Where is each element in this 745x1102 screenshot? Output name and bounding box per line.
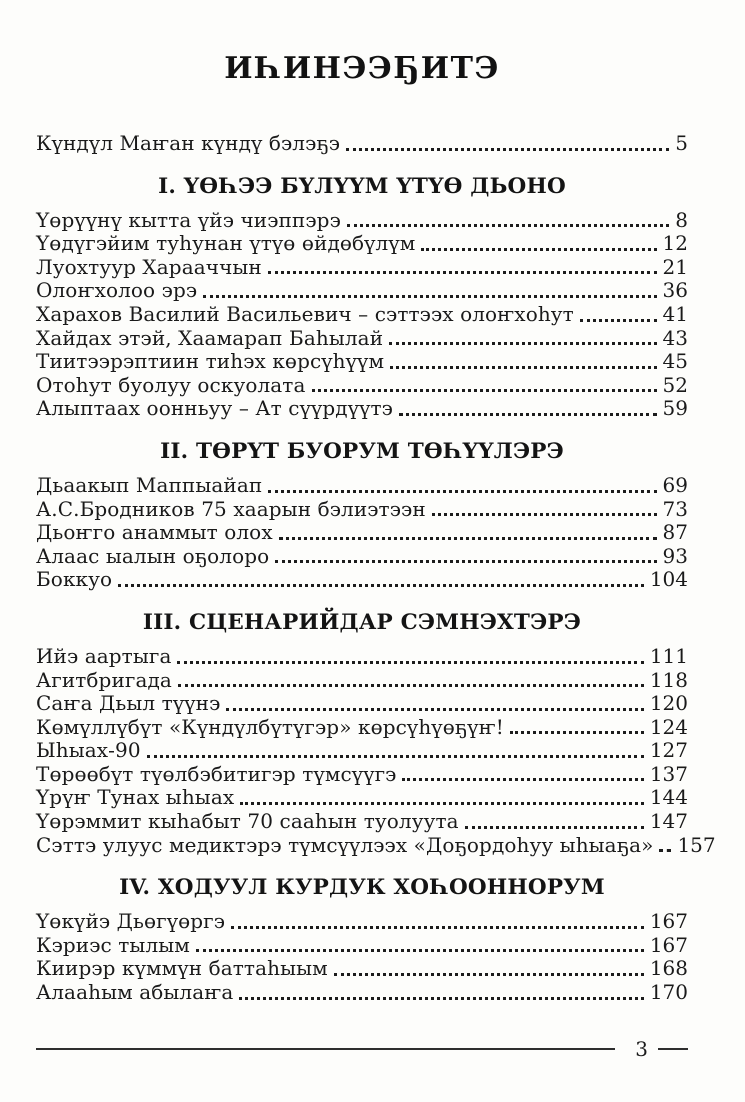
entry-title: Хайдах этэй, Хаамарап Баһылай bbox=[36, 325, 384, 350]
toc-entry bbox=[36, 521, 688, 545]
section-heading-4: IV. ХОДУУЛ КУРДУК ХОҺООННОРУМ bbox=[119, 875, 605, 901]
entry-page-number: 104 bbox=[649, 567, 688, 592]
section-heading-3: III. СЦЕНАРИЙДАР СЭМНЭХТЭРЭ bbox=[142, 609, 582, 635]
entry-title: Үөрүүнү кытта үйэ чиэппэрэ bbox=[36, 207, 341, 232]
entry-page-number: 118 bbox=[649, 667, 688, 692]
entry-page-number: 127 bbox=[649, 738, 688, 763]
toc-entry bbox=[36, 397, 688, 421]
toc-entry bbox=[36, 739, 688, 763]
entry-title: Дьоҥго анаммыт олох bbox=[36, 520, 273, 545]
toc-entry bbox=[36, 498, 688, 522]
entry-page-number: 59 bbox=[662, 396, 688, 421]
entry-title: Үөкүйэ Дьөгүөргэ bbox=[36, 909, 226, 934]
entry-page-number: 45 bbox=[662, 349, 688, 374]
entry-title: Луохтуур Харааччын bbox=[36, 254, 262, 279]
dot-leader bbox=[147, 755, 644, 758]
entry-title: Алаас ыалын оҕолоро bbox=[36, 543, 270, 568]
toc-entry bbox=[36, 763, 688, 787]
dot-leader bbox=[389, 342, 656, 345]
entry-title: Сэттэ улуус медиктэрэ түмсүүлээх «Доҕордоһуу ыһыаҕа» bbox=[36, 832, 654, 857]
entry-title: Агитбригада bbox=[36, 667, 172, 692]
entry-page-number: 43 bbox=[662, 325, 688, 350]
entry-title: Алааһым абылаҥа bbox=[36, 980, 234, 1005]
entry-page-number: 157 bbox=[677, 832, 716, 857]
entry-page-number: 69 bbox=[662, 472, 688, 497]
entry-page-number: 111 bbox=[649, 643, 688, 668]
dot-leader bbox=[279, 537, 657, 540]
entry-page-number: 137 bbox=[649, 761, 688, 786]
toc-entry bbox=[36, 209, 688, 233]
toc-entry bbox=[36, 716, 688, 740]
toc-entry bbox=[36, 786, 688, 810]
toc-entry bbox=[36, 645, 688, 669]
dot-leader bbox=[334, 973, 644, 976]
entry-page-number: 120 bbox=[649, 691, 688, 716]
entry-page-number: 167 bbox=[649, 932, 688, 957]
entry-title: А.С.Бродников 75 хаарын бэлиэтээн bbox=[36, 496, 426, 521]
entry-title: Үрүҥ Тунах ыһыах bbox=[36, 785, 235, 810]
entry-title: Боккуо bbox=[36, 567, 113, 592]
dot-leader bbox=[346, 148, 669, 151]
dot-leader bbox=[239, 997, 643, 1000]
dot-leader bbox=[659, 849, 671, 852]
toc-entry bbox=[36, 692, 688, 716]
entry-page-number: 93 bbox=[662, 543, 688, 568]
toc-entry bbox=[36, 279, 688, 303]
entry-page-number: 170 bbox=[649, 980, 688, 1005]
entry-page-number: 36 bbox=[662, 278, 688, 303]
dot-leader bbox=[196, 949, 644, 952]
entry-page-number: 12 bbox=[662, 231, 688, 256]
entry-page-number: 5 bbox=[675, 131, 688, 155]
dot-leader bbox=[118, 584, 644, 587]
entry-title: Алыптаах оонньуу – Ат сүүрдүүтэ bbox=[36, 396, 393, 421]
dot-leader bbox=[421, 248, 656, 251]
toc-entry bbox=[36, 568, 688, 592]
toc-entry bbox=[36, 934, 688, 958]
entry-title: Ийэ аартыга bbox=[36, 643, 172, 668]
dot-leader bbox=[312, 389, 657, 392]
entry-page-number: 87 bbox=[662, 520, 688, 545]
table-of-contents bbox=[36, 131, 716, 1005]
entry-title: Тиитээрэптиин тиһэх көрсүһүүм bbox=[36, 349, 385, 374]
footer-page-number: 3 bbox=[635, 1036, 648, 1061]
dot-leader bbox=[275, 560, 656, 563]
entry-title: Киирэр күммүн баттаһыым bbox=[36, 956, 328, 981]
toc-entry bbox=[36, 256, 688, 280]
entry-page-number: 168 bbox=[649, 956, 688, 981]
toc-entry bbox=[36, 545, 688, 569]
dot-leader bbox=[402, 778, 643, 781]
dot-leader bbox=[203, 295, 656, 298]
entry-title: Күндүл Маҥан күндү бэлэҕэ bbox=[36, 131, 341, 155]
entry-title: Кэриэс тылым bbox=[36, 932, 190, 957]
toc-entry bbox=[36, 832, 716, 858]
toc-entry bbox=[36, 474, 688, 498]
entry-title: Харахов Василий Васильевич – сэттээх олоҥхоһут bbox=[36, 301, 574, 326]
toc-entry bbox=[36, 327, 688, 351]
entry-title: Үөрэммит кыһабыт 70 сааһын туолуута bbox=[36, 809, 459, 834]
dot-leader bbox=[268, 490, 656, 493]
entry-title: Ыһыах-90 bbox=[36, 738, 141, 763]
entry-page-number: 73 bbox=[662, 496, 688, 521]
entry-page-number: 21 bbox=[662, 254, 688, 279]
dot-leader bbox=[465, 826, 644, 829]
entry-title: Үөдүгэйим туһунан үтүө өйдөбүлүм bbox=[36, 231, 416, 256]
toc-entry bbox=[36, 981, 688, 1005]
section-heading-2: II. ТӨРҮТ БУОРУМ ТӨҺҮҮЛЭРЭ bbox=[160, 438, 564, 464]
dot-leader bbox=[432, 513, 657, 516]
dot-leader bbox=[399, 413, 657, 416]
toc-entry bbox=[36, 810, 688, 834]
dot-leader bbox=[347, 224, 669, 227]
entry-title: Дьаакып Маппыайап bbox=[36, 472, 263, 497]
toc-entry bbox=[36, 350, 688, 374]
entry-page-number: 167 bbox=[649, 909, 688, 934]
entry-page-number: 124 bbox=[649, 714, 688, 739]
footer-rule-long bbox=[36, 1048, 615, 1050]
toc-entry bbox=[36, 132, 688, 156]
entry-page-number: 41 bbox=[662, 301, 688, 326]
dot-leader bbox=[226, 708, 643, 711]
page-footer bbox=[36, 1036, 688, 1061]
dot-leader bbox=[177, 661, 643, 664]
dot-leader bbox=[510, 731, 644, 734]
page-title: ИҺИНЭЭҔИТЭ bbox=[224, 51, 500, 86]
toc-entry bbox=[36, 957, 688, 981]
toc-entry bbox=[36, 910, 688, 934]
dot-leader bbox=[178, 684, 644, 687]
toc-entry bbox=[36, 374, 688, 398]
entry-page-number: 144 bbox=[649, 785, 688, 810]
toc-entry bbox=[36, 303, 688, 327]
entry-page-number: 52 bbox=[662, 372, 688, 397]
entry-title: Олоҥхолоо эрэ bbox=[36, 278, 198, 303]
entry-page-number: 8 bbox=[675, 207, 688, 232]
toc-entry bbox=[36, 232, 688, 256]
entry-page-number: 147 bbox=[649, 809, 688, 834]
footer-rule-short bbox=[658, 1048, 688, 1050]
dot-leader bbox=[580, 319, 657, 322]
toc-entry bbox=[36, 669, 688, 693]
entry-title: Көмүллүбүт «Күндүлбүтүгэр» көрсүһүөҕүҥ! bbox=[36, 714, 504, 739]
dot-leader bbox=[390, 366, 656, 369]
dot-leader bbox=[240, 802, 644, 805]
entry-title: Саҥа Дьыл түүнэ bbox=[36, 691, 221, 716]
dot-leader bbox=[268, 271, 657, 274]
entry-title: Төрөөбүт түөлбэбитигэр түмсүүгэ bbox=[36, 761, 397, 786]
section-heading-1: I. ҮӨҺЭЭ БҮЛҮҮМ ҮТҮӨ ДЬОНО bbox=[158, 173, 566, 199]
entry-title: Отоһут буолуу оскуолата bbox=[36, 372, 306, 397]
dot-leader bbox=[231, 926, 644, 929]
